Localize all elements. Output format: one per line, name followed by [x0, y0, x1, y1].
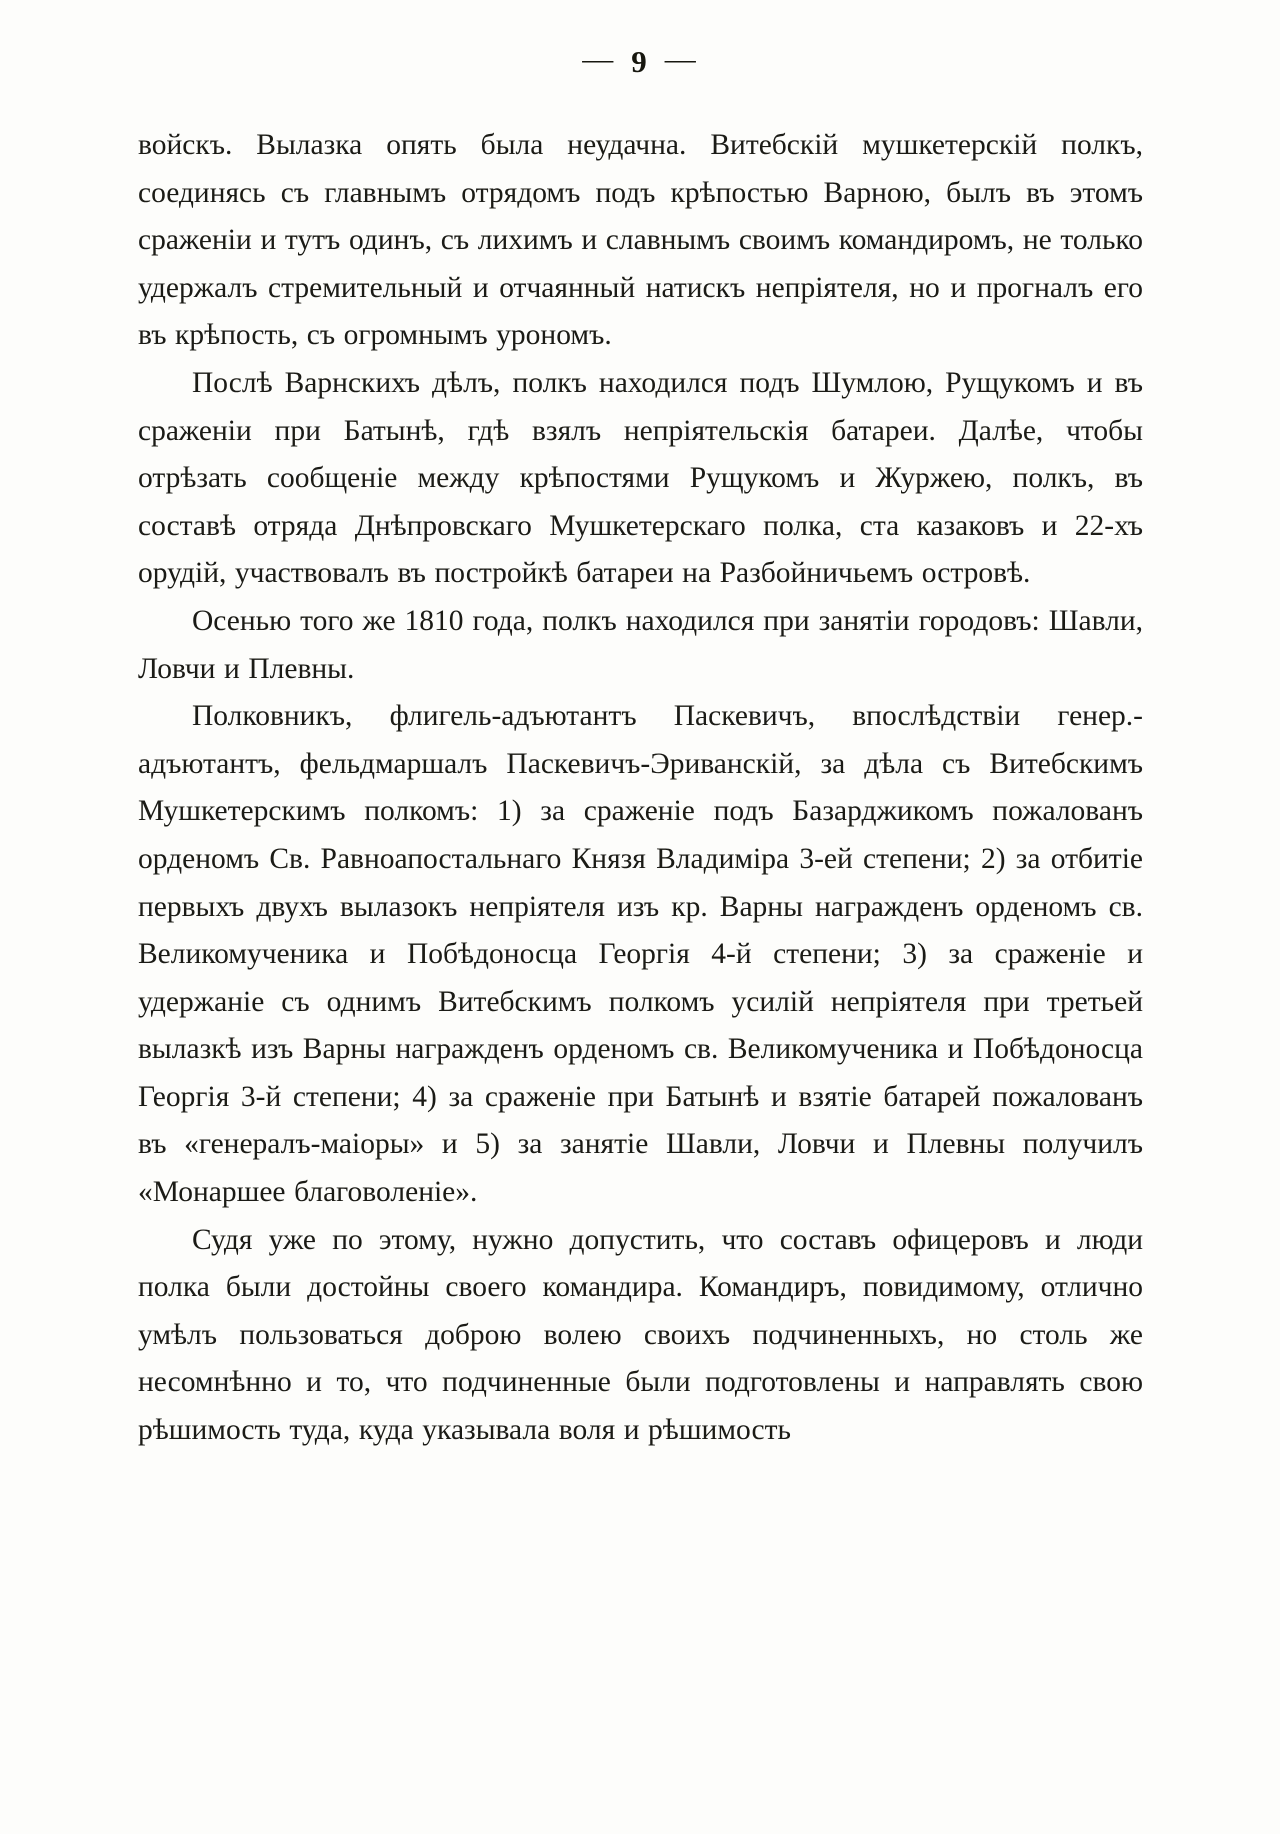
- paragraph-5: Судя уже по этому, нужно допустить, что составъ офицеровъ и люди полка были достойны своего командира. Командиръ, повидимому, отлично умѣлъ пользоваться доброю волею своихъ подчиненныхъ, но столь же несомнѣнно и то, что подчиненные были подготовлены и направлять свою рѣшимость туда, куда указывала воля и рѣшимость: [138, 1223, 1143, 1447]
- page-number: 9: [631, 44, 649, 79]
- paragraph-1: войскъ. Вылазка опять была неудачна. Витебскiй мушкетерскiй полкъ, соединясь съ главнымъ отрядомъ подъ крѣпостью Варною, былъ въ этомъ сраженiи и тутъ одинъ, съ лихимъ и славнымъ своимъ командиромъ, не только удержалъ стремительный и отчаянный натискъ непрiятеля, но и прогналъ его въ крѣпость, съ огромнымъ урономъ.: [138, 129, 1143, 352]
- paragraph-2: Послѣ Варнскихъ дѣлъ, полкъ находился подъ Шумлою, Рущукомъ и въ сраженiи при Батынѣ, гдѣ взялъ непрiятельскiя батареи. Далѣе, чтобы отрѣзать сообщенiе между крѣпостями Рущукомъ и Журжею, полкъ, въ составѣ отряда Днѣпровскаго Мушкетерскаго полка, ста казаковъ и 22-хъ орудiй, участвовалъ въ постройкѣ батареи на Разбойничьемъ островѣ.: [138, 366, 1143, 590]
- paragraph-4: Полковникъ, флигель-адъютантъ Паскевичъ, впослѣдствiи генер.-адъютантъ, фельдмаршалъ Паскевичъ-Эриванскiй, за дѣла съ Витебскимъ Мушкетерскимъ полкомъ: 1) за сраженiе подъ Базарджикомъ пожалованъ орденомъ Св. Равноапостальнаго Князя Владимiра 3-ей степени; 2) за отбитiе первыхъ двухъ вылазокъ непрiятеля изъ кр. Варны награжденъ орденомъ св. Великомученика и Побѣдоносца Георгiя 4-й степени; 3) за сраженiе и удержанiе съ однимъ Витебскимъ полкомъ усилiй непрiятеля при третьей вылазкѣ изъ Варны награжденъ орденомъ св. Великомученика и Побѣдоносца Георгiя 3-й степени; 4) за сраженiе при Батынѣ и взятiе батарей пожалованъ въ «генералъ-маiоры» и 5) за занятiе Шавли, Ловчи и Плевны получилъ «Монаршее благоволенiе».: [138, 700, 1143, 1209]
- page-number-header: [0, 41, 1280, 80]
- paragraph-3: Осенью того же 1810 года, полкъ находился при занятiи городовъ: Шавли, Ловчи и Плевны.: [138, 604, 1143, 685]
- header-dash-left: —: [582, 41, 616, 76]
- page-body: [138, 122, 1143, 1455]
- header-dash-right: —: [664, 41, 698, 76]
